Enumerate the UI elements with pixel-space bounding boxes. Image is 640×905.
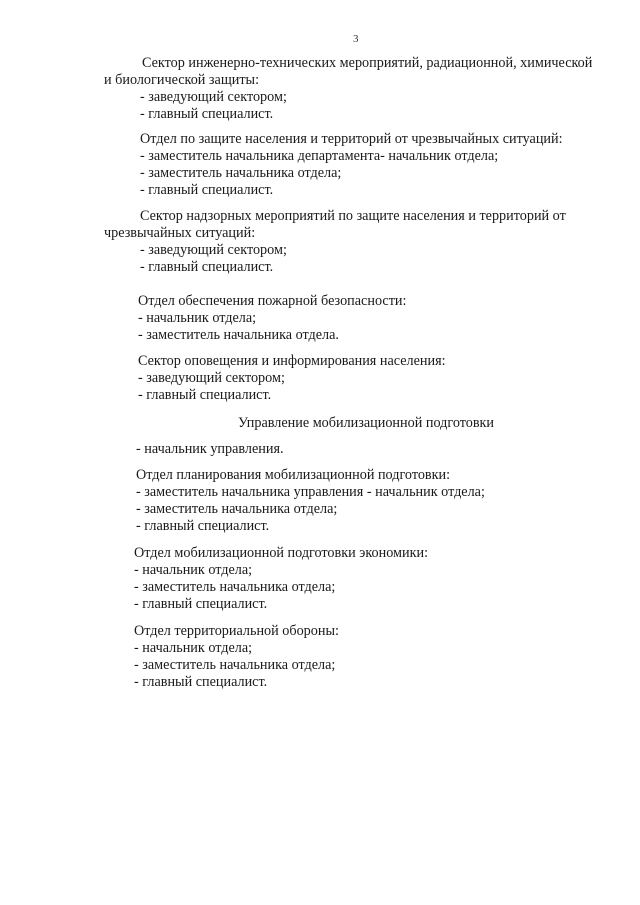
list-item: - главный специалист. bbox=[134, 674, 268, 690]
page-number: 3 bbox=[353, 33, 359, 45]
list-item: - главный специалист. bbox=[140, 106, 274, 122]
section-title: Отдел планирования мобилизационной подготовки: bbox=[136, 467, 451, 483]
list-item: - заместитель начальника отдела; bbox=[140, 165, 342, 181]
list-item: - начальник отдела; bbox=[134, 562, 253, 578]
section-title: и биологической защиты: bbox=[104, 72, 260, 88]
list-item: - заведующий сектором; bbox=[140, 89, 287, 105]
section-title: Сектор инженерно-технических мероприятий, радиационной, химической bbox=[142, 55, 593, 71]
list-item: - заместитель начальника отдела. bbox=[138, 327, 339, 343]
list-item: - главный специалист. bbox=[134, 596, 268, 612]
list-item: - главный специалист. bbox=[140, 259, 274, 275]
list-item: - главный специалист. bbox=[138, 387, 272, 403]
section-title: Отдел обеспечения пожарной безопасности: bbox=[138, 293, 407, 309]
list-item: - заместитель начальника отдела; bbox=[134, 579, 336, 595]
section-title: Отдел территориальной обороны: bbox=[134, 623, 339, 639]
list-item: - начальник отдела; bbox=[138, 310, 257, 326]
section-title: Сектор надзорных мероприятий по защите населения и территорий от bbox=[140, 208, 566, 224]
section-title: Отдел по защите населения и территорий от чрезвычайных ситуаций: bbox=[140, 131, 563, 147]
section-title: Сектор оповещения и информирования населения: bbox=[138, 353, 446, 369]
section-title: чрезвычайных ситуаций: bbox=[104, 225, 256, 241]
list-item: - начальник управления. bbox=[136, 441, 284, 457]
list-item: - заместитель начальника департамента- начальник отдела; bbox=[140, 148, 499, 164]
list-item: - главный специалист. bbox=[136, 518, 270, 534]
list-item: - заместитель начальника отдела; bbox=[134, 657, 336, 673]
list-item: - начальник отдела; bbox=[134, 640, 253, 656]
list-item: - заведующий сектором; bbox=[138, 370, 285, 386]
list-item: - заведующий сектором; bbox=[140, 242, 287, 258]
section-title: Отдел мобилизационной подготовки экономики: bbox=[134, 545, 429, 561]
directorate-title: Управление мобилизационной подготовки bbox=[238, 415, 495, 431]
list-item: - заместитель начальника управления - начальник отдела; bbox=[136, 484, 485, 500]
list-item: - заместитель начальника отдела; bbox=[136, 501, 338, 517]
list-item: - главный специалист. bbox=[140, 182, 274, 198]
